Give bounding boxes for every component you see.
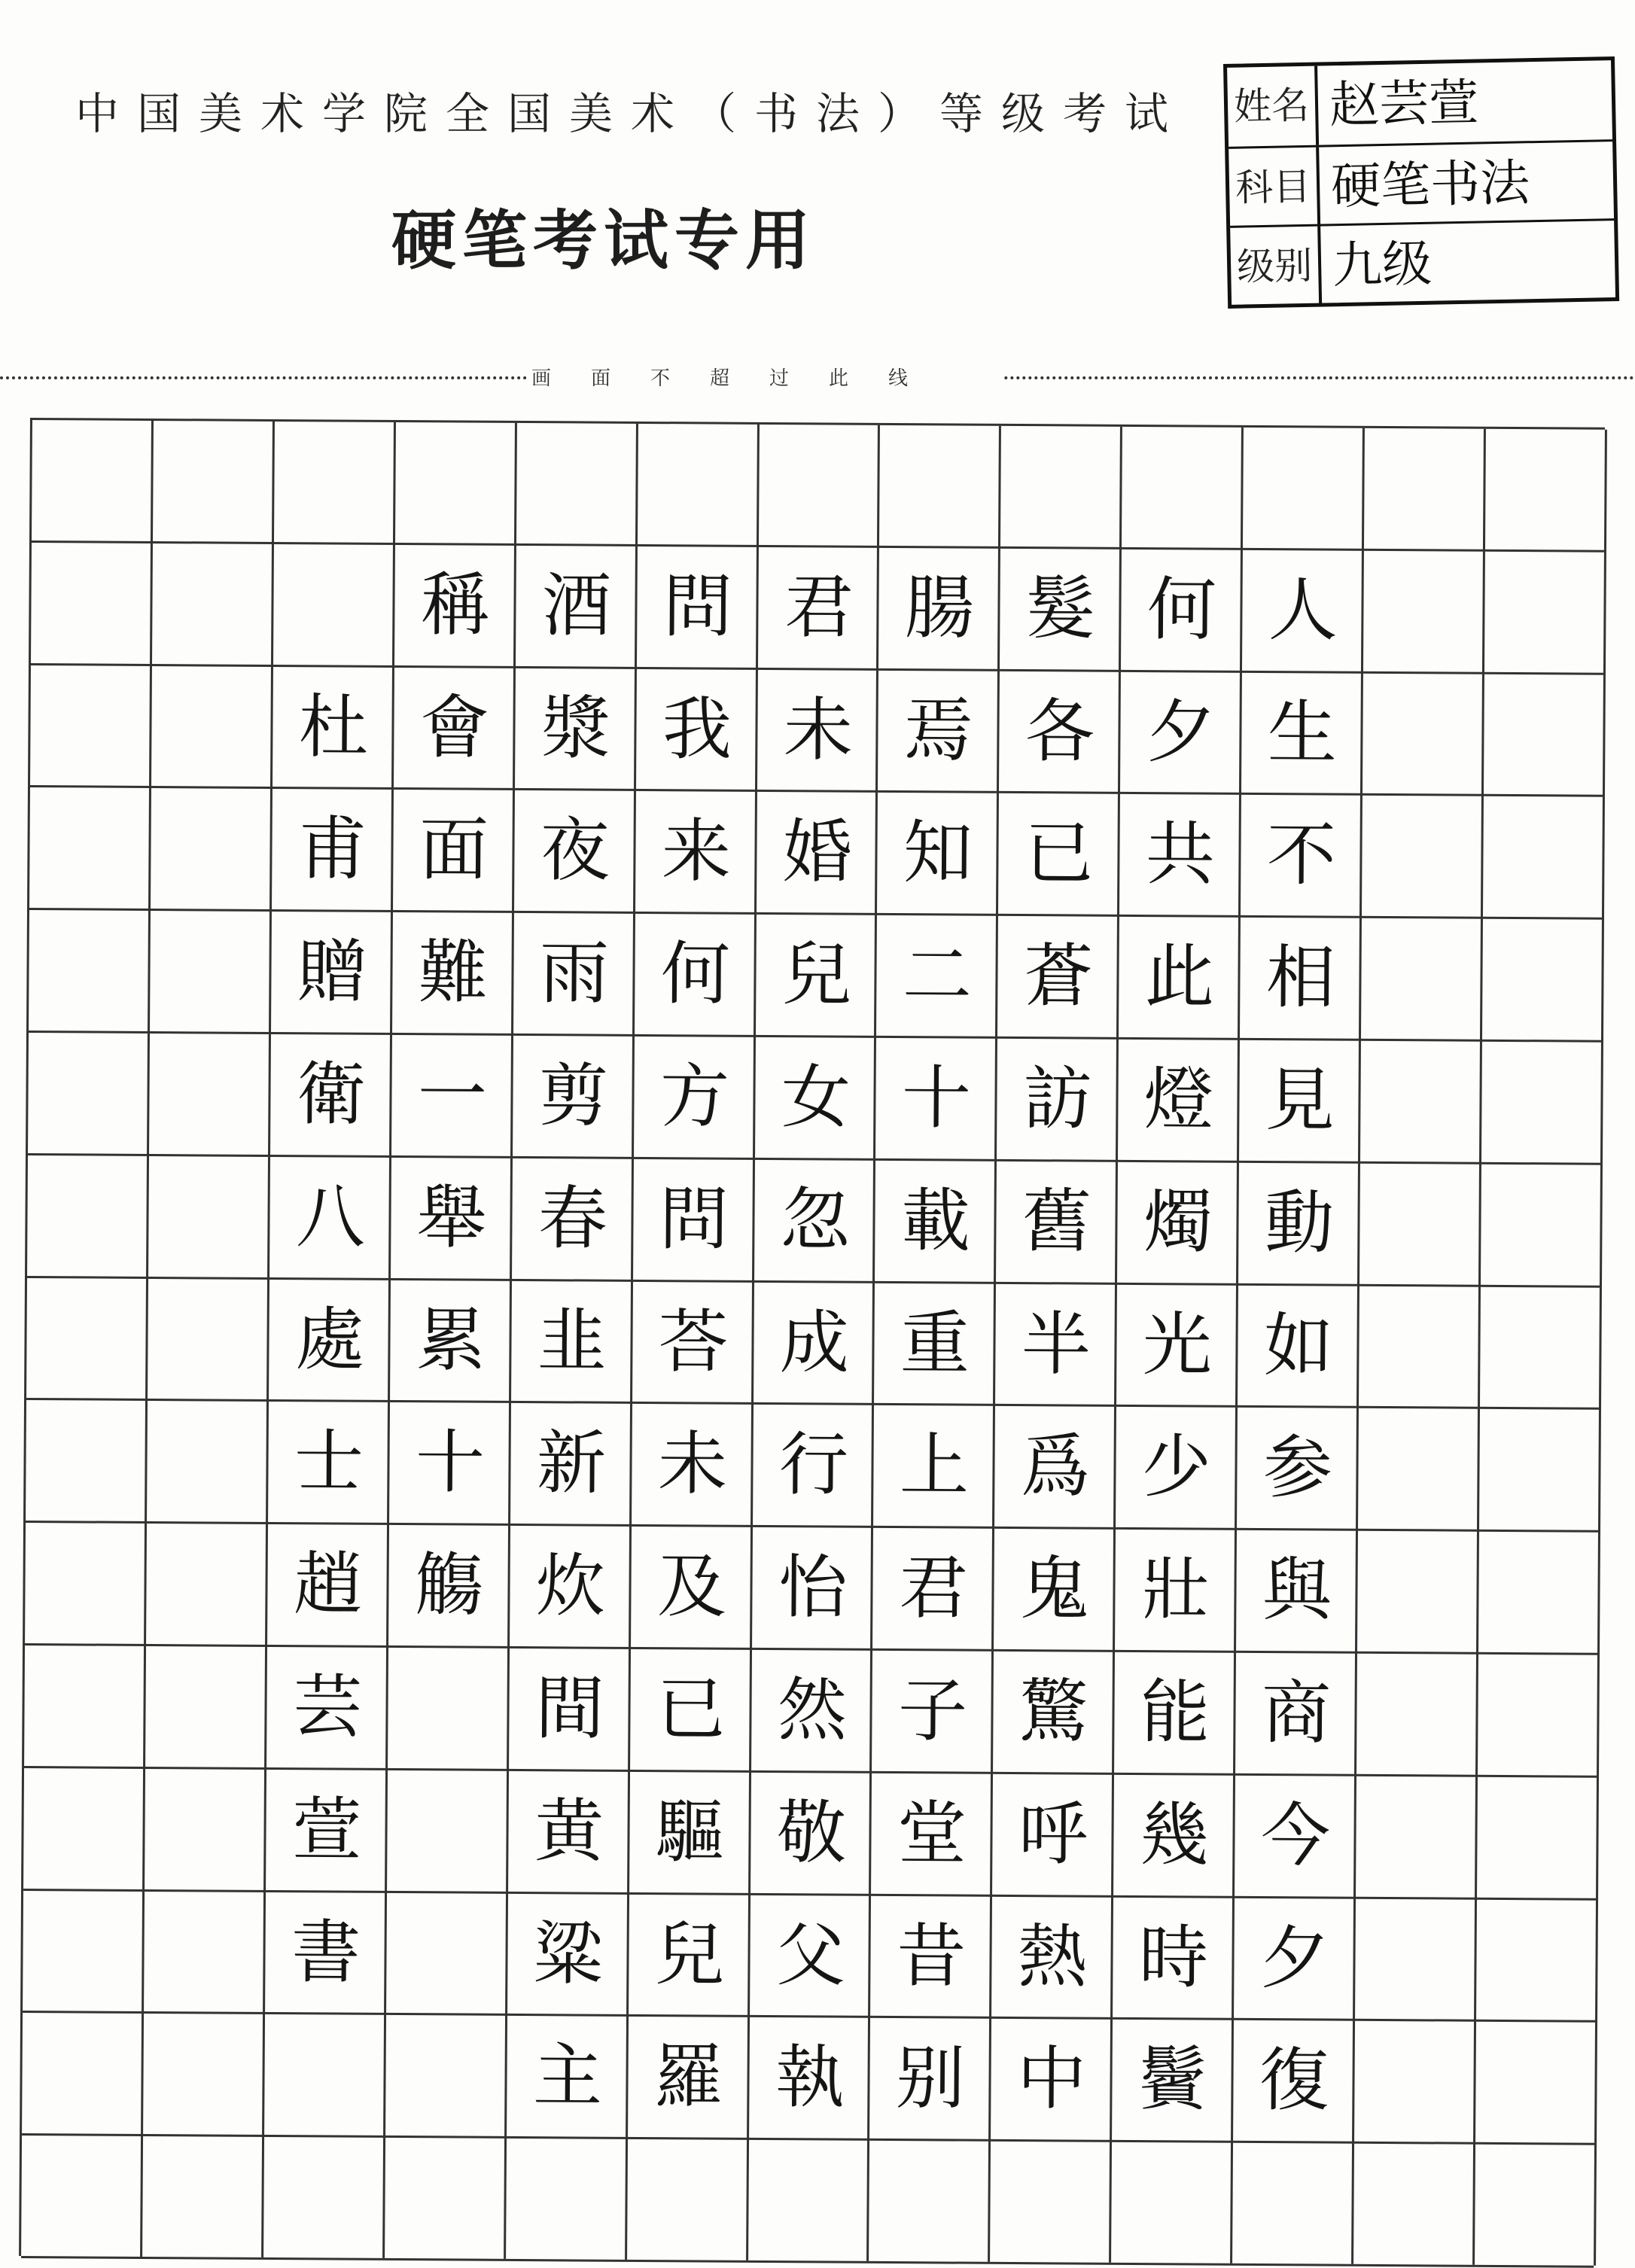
grid-character: 然 — [777, 1670, 848, 1751]
grid-character: 二 — [902, 935, 973, 1016]
grid-character: 忽 — [780, 1180, 851, 1261]
grid-character: 知 — [903, 812, 973, 894]
exam-title: 中国美术学院全国美术（书法）等级考试 — [75, 88, 1187, 139]
grid-character: 夕 — [1259, 1918, 1330, 1999]
info-row-subject — [1229, 139, 1614, 228]
subject-value: 硬笔书法 — [1330, 154, 1530, 216]
grid-character: 不 — [1266, 814, 1337, 896]
grid-character: 昔 — [896, 1916, 967, 1997]
grid-character: 君 — [784, 567, 854, 648]
grid-character: 今 — [1260, 1795, 1331, 1877]
grid-character: 何 — [660, 933, 731, 1015]
grid-character: 未 — [657, 1423, 728, 1505]
grid-character: 兒 — [781, 934, 852, 1015]
level-label: 级别 — [1230, 227, 1322, 307]
grid-character: 何 — [1146, 569, 1217, 650]
info-row-level — [1230, 218, 1615, 307]
grid-character: 黄 — [534, 1791, 604, 1872]
grid-character: 韭 — [537, 1301, 607, 1382]
grid-character: 此 — [1144, 936, 1215, 1018]
grid-character: 如 — [1263, 1305, 1334, 1387]
grid-character: 士 — [294, 1421, 364, 1502]
grid-character: 主 — [532, 2035, 603, 2117]
grid-character: 焉 — [903, 690, 974, 772]
grid-character: 堂 — [897, 1793, 967, 1874]
grid-character: 雨 — [539, 933, 610, 1014]
grid-character: 粱 — [533, 1913, 604, 1995]
grid-character: 生 — [1267, 693, 1338, 774]
grid-character: 衛 — [296, 1054, 367, 1135]
grid-character: 復 — [1259, 2040, 1329, 2121]
grid-character: 八 — [295, 1177, 366, 1258]
grid-character: 子 — [897, 1670, 968, 1752]
grid-character: 書 — [291, 1912, 361, 1993]
grid-character: 驚 — [1018, 1671, 1089, 1752]
grid-character: 十 — [901, 1058, 972, 1139]
grid-character: 上 — [899, 1425, 970, 1506]
grid-line-vertical — [1472, 429, 1486, 2265]
grid-character: 觴 — [414, 1545, 485, 1626]
grid-character: 春 — [537, 1178, 608, 1259]
grid-character: 别 — [895, 2038, 966, 2119]
grid-character: 鬼 — [1019, 1548, 1090, 1630]
grid-character: 芸 — [292, 1667, 363, 1748]
grid-character: 怡 — [778, 1547, 848, 1628]
grid-character: 執 — [775, 2037, 845, 2118]
grid-character: 人 — [1268, 570, 1338, 651]
name-label: 姓名 — [1227, 66, 1319, 147]
grid-character: 燭 — [1143, 1182, 1213, 1263]
grid-character: 爲 — [1020, 1426, 1091, 1507]
grid-character: 舊 — [1021, 1181, 1092, 1262]
grid-character: 女 — [781, 1057, 851, 1138]
grid-character: 荅 — [658, 1301, 729, 1383]
grid-character: 炊 — [535, 1545, 606, 1627]
grid-character: 参 — [1262, 1427, 1333, 1508]
grid-character: 夕 — [1146, 692, 1216, 773]
writing-grid — [19, 418, 1605, 2266]
grid-character: 成 — [779, 1302, 850, 1384]
grid-character: 腸 — [904, 568, 975, 649]
grid-character: 難 — [418, 932, 489, 1013]
grid-character: 呼 — [1018, 1794, 1088, 1875]
grid-character: 問 — [662, 566, 733, 647]
grid-character: 訪 — [1022, 1058, 1093, 1140]
grid-character: 半 — [1021, 1304, 1092, 1385]
grid-character: 累 — [416, 1300, 486, 1381]
grid-character: 時 — [1138, 1917, 1209, 1999]
exam-subtitle: 硬笔考试专用 — [391, 203, 816, 279]
grid-character: 動 — [1264, 1183, 1335, 1264]
grid-character: 重 — [900, 1303, 970, 1384]
grid-line-vertical — [1594, 430, 1607, 2266]
name-value: 赵芸萱 — [1329, 73, 1479, 135]
grid-character: 十 — [415, 1422, 486, 1503]
grid-character: 甫 — [297, 808, 368, 890]
grid-line-horizontal — [21, 2256, 1594, 2268]
grid-character: 一 — [417, 1055, 488, 1136]
subject-label: 科目 — [1229, 148, 1320, 228]
grid-character: 贈 — [297, 931, 367, 1012]
grid-character: 父 — [775, 1915, 846, 1996]
grid-character: 已 — [1024, 813, 1095, 894]
grid-character: 来 — [661, 811, 732, 892]
grid-character: 載 — [900, 1180, 971, 1262]
grid-character: 稱 — [420, 565, 491, 646]
grid-character: 見 — [1265, 1060, 1335, 1141]
grid-line-vertical — [140, 421, 154, 2257]
candidate-info-box — [1223, 56, 1619, 309]
grid-character: 酒 — [541, 565, 612, 647]
grid-character: 壯 — [1140, 1549, 1211, 1630]
grid-character: 漿 — [540, 688, 611, 769]
grid-character: 剪 — [538, 1055, 609, 1137]
grid-character: 方 — [659, 1056, 730, 1137]
grid-character: 熱 — [1017, 1916, 1088, 1998]
grid-character: 能 — [1140, 1672, 1210, 1753]
grid-character: 會 — [419, 687, 490, 769]
grid-character: 婚 — [782, 811, 853, 893]
grid-character: 髮 — [1025, 568, 1096, 650]
grid-character: 鬢 — [1137, 2039, 1208, 2120]
grid-character: 商 — [1261, 1673, 1332, 1754]
grid-character: 未 — [783, 690, 854, 771]
grid-character: 敬 — [776, 1792, 847, 1874]
grid-character: 兒 — [654, 1914, 725, 1996]
grid-character: 君 — [898, 1548, 969, 1629]
grid-character: 已 — [656, 1669, 726, 1750]
grid-character: 與 — [1262, 1550, 1332, 1631]
grid-character: 間 — [534, 1668, 605, 1749]
grid-character: 中 — [1016, 2038, 1087, 2120]
grid-character: 光 — [1142, 1304, 1213, 1386]
grid-character: 燈 — [1143, 1059, 1214, 1140]
grid-character: 處 — [294, 1299, 365, 1381]
grid-character: 夜 — [540, 810, 610, 891]
grid-character: 杜 — [298, 686, 369, 768]
grid-character: 我 — [662, 689, 732, 770]
grid-character: 驅 — [655, 1792, 726, 1873]
grid-character: 及 — [656, 1546, 727, 1627]
grid-character: 趙 — [293, 1544, 364, 1625]
grid-character: 少 — [1141, 1426, 1212, 1508]
grid-character: 共 — [1145, 814, 1216, 895]
grid-character: 蒼 — [1023, 936, 1094, 1017]
grid-character: 幾 — [1139, 1795, 1210, 1876]
grid-character: 行 — [778, 1424, 849, 1505]
level-value: 九级 — [1332, 234, 1433, 295]
grid-character: 舉 — [416, 1177, 487, 1259]
grid-character: 相 — [1265, 937, 1336, 1018]
grid-character: 各 — [1025, 691, 1095, 772]
grid-character: 新 — [536, 1423, 607, 1504]
grid-character: 問 — [659, 1179, 729, 1260]
info-row-name — [1227, 60, 1612, 147]
boundary-note: 画面不超过此线 — [527, 363, 1003, 391]
grid-character: 羅 — [653, 2036, 724, 2117]
grid-character: 萱 — [291, 1789, 362, 1871]
grid-character: 面 — [419, 809, 489, 890]
